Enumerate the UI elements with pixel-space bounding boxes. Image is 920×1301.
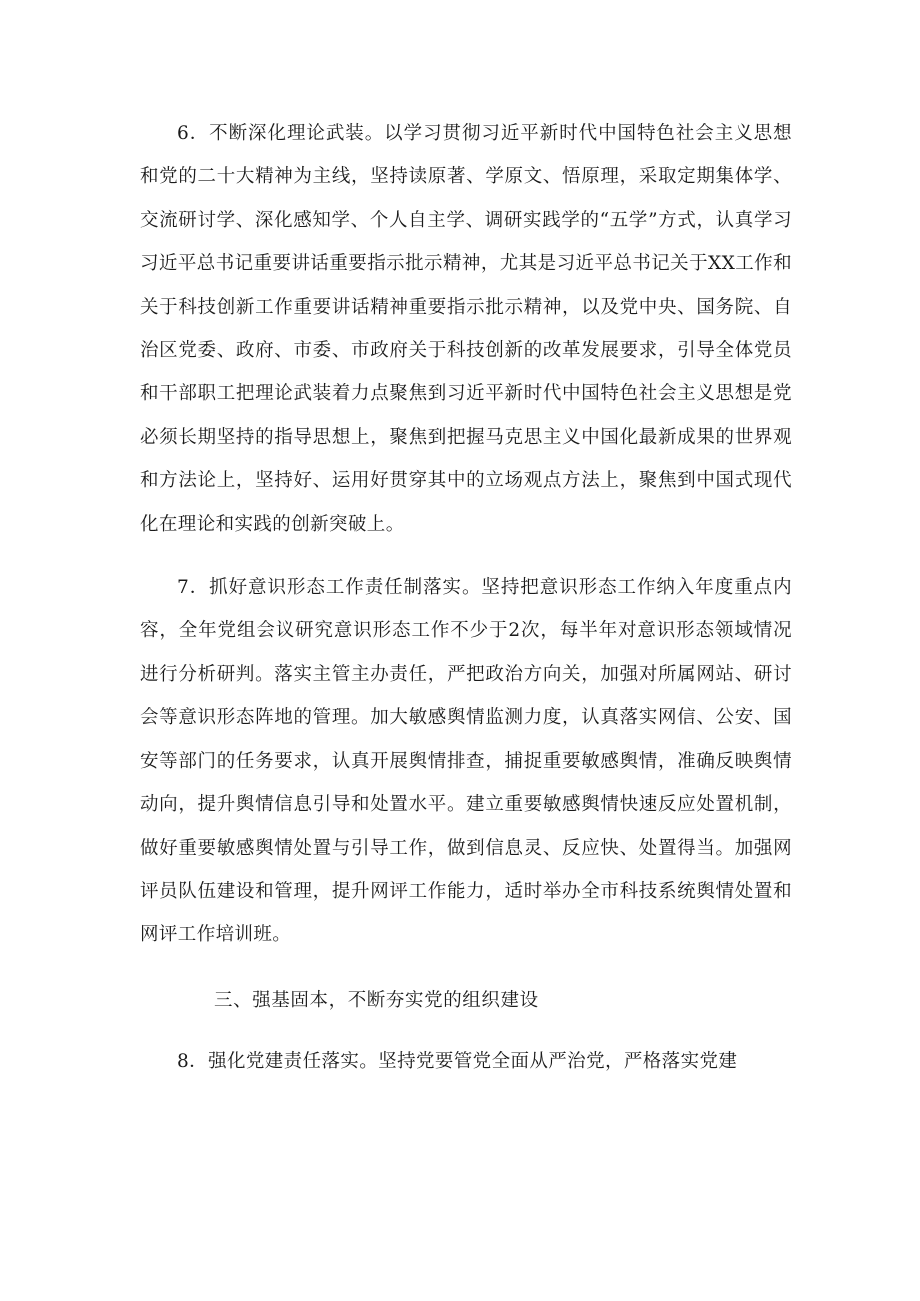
paragraph-7: 7．抓好意识形态工作责任制落实。坚持把意识形态工作纳入年度重点内容，全年党组会议研究意识形态工作不少于2次，每半年对意识形态领域情况进行分析研判。落实主管主办责任，严把政治方向关，加强对所属网站、研讨会等意识形态阵地的管理。加大敏感舆情监测力度，认真落实网信、公安、国安等部门的任务要求，认真开展舆情排查，捕捉重要敏感舆情，准确反映舆情动向，提升舆情信息引导和处置水平。建立重要敏感舆情快速反应处置机制，做好重要敏感舆情处置与引导工作，做到信息灵、反应快、处置得当。加强网评员队伍建设和管理，提升网评工作能力，适时举办全市科技系统舆情处置和网评工作培训班。 [140,577,792,946]
paragraph-8: 8．强化党建责任落实。坚持党要管党全面从严治党，严格落实党建 [177,1051,738,1073]
document-body [140,112,792,1084]
section-heading: 三、强基固本，不断夯实党的组织建设 [214,989,539,1011]
heading-spacer-bottom [140,1022,792,1040]
paragraph-6: 6．不断深化理论武装。以学习贯彻习近平新时代中国特色社会主义思想和党的二十大精神为主线，坚持读原著、学原文、悟原理，采取定期集体学、交流研讨学、深化感知学、个人自主学、调研实践学的“五学”方式，认真学习习近平总书记重要讲话重要指示批示精神，尤其是习近平总书记关于XX工作和关于科技创新工作重要讲话精神重要指示批示精神，以及党中央、国务院、自治区党委、政府、市委、市政府关于科技创新的改革发展要求，引导全体党员和干部职工把理论武装着力点聚焦到习近平新时代中国特色社会主义思想是党必须长期坚持的指导思想上，聚焦到把握马克思主义中国化最新成果的世界观和方法论上，坚持好、运用好贯穿其中的立场观点方法上，聚焦到中国式现代化在理论和实践的创新突破上。 [140,123,792,535]
heading-spacer-top [140,957,792,979]
paragraph-spacer [140,546,792,566]
